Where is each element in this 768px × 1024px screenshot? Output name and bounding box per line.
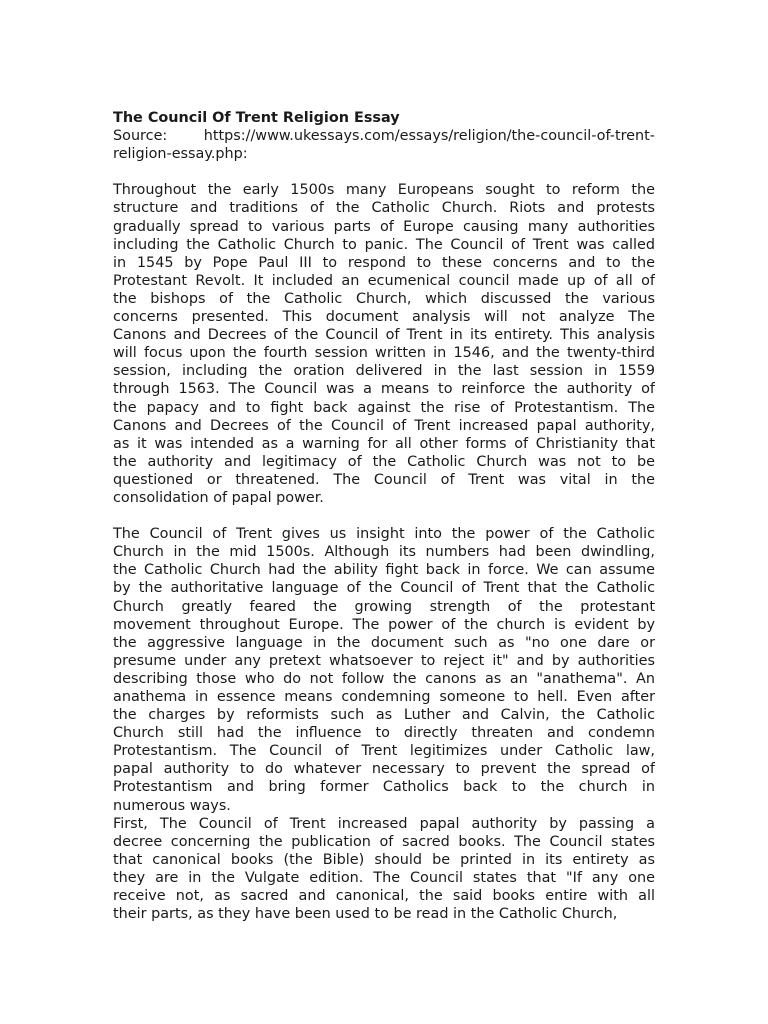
text-line: the authority and legitimacy of the Catholic Church was not to be [113, 453, 655, 470]
text-line: consolidation of papal power. [113, 489, 324, 506]
text-line: they are in the Vulgate edition. The Council states that "If any one [113, 869, 655, 886]
text-line: gradually spread to various parts of Europe causing many authorities [113, 218, 655, 235]
text-line: questioned or threatened. The Council of Trent was vital in the [113, 471, 655, 488]
text-line: describing those who do not follow the canons as an "anathema". An [113, 670, 655, 687]
text-line: Canons and Decrees of the Council of Trent in its entirety. This analysis [113, 327, 655, 344]
text-line: their parts, as they have been used to be read in the Catholic Church, [113, 906, 618, 923]
text-line: The Council of Trent gives us insight into the power of the Catholic [113, 526, 655, 543]
paragraph [113, 525, 655, 815]
text-line: as it was intended as a warning for all other forms of Christianity that [113, 435, 655, 452]
text-line: Protestantism. The Council of Trent legitimizes under Catholic law, [113, 743, 655, 760]
text-line: including the Catholic Church to panic. The Council of Trent was called [113, 236, 655, 253]
text-line: that canonical books (the Bible) should be printed in its entirety as [113, 851, 655, 868]
source-line: religion-essay.php: [113, 146, 248, 163]
text-line: by the authoritative language of the Council of Trent that the Catholic [113, 580, 655, 597]
text-line: presume under any pretext whatsoever to reject it" and by authorities [113, 652, 655, 669]
paragraph [113, 181, 655, 507]
paragraph [113, 815, 655, 924]
text-line: the bishops of the Catholic Church, which discussed the various [113, 290, 655, 307]
text-line: movement throughout Europe. The power of the church is evident by [113, 616, 655, 633]
document-title: The Council Of Trent Religion Essay [113, 110, 400, 126]
text-line: structure and traditions of the Catholic Church. Riots and protests [113, 200, 655, 217]
document-body [113, 181, 655, 923]
text-line: Protestant Revolt. It included an ecumenical council made up of all of [113, 272, 655, 289]
text-line: will focus upon the fourth session written in 1546, and the twenty-third [113, 345, 655, 362]
text-line: the charges by reformists such as Luther and Calvin, the Catholic [113, 707, 655, 724]
text-line: Protestantism and bring former Catholics back to the church in [113, 779, 655, 796]
text-line: concerns presented. This document analysis will not analyze The [113, 309, 655, 326]
text-line: decree concerning the publication of sacred books. The Council states [113, 833, 655, 850]
text-line: session, including the oration delivered in the last session in 1559 [113, 363, 655, 380]
text-line: in 1545 by Pope Paul III to respond to these concerns and to the [113, 254, 655, 271]
text-line: receive not, as sacred and canonical, the said books entire with all [113, 888, 655, 905]
text-line: Church greatly feared the growing strength of the protestant [113, 598, 655, 615]
text-line: numerous ways. [113, 797, 231, 814]
text-line: through 1563. The Council was a means to reinforce the authority of [113, 381, 655, 398]
text-line: Church still had the influence to directly threaten and condemn [113, 725, 655, 742]
text-line: Throughout the early 1500s many Europeans sought to reform the [113, 182, 655, 199]
text-line: the papacy and to fight back against the rise of Protestantism. The [113, 399, 655, 416]
text-line: Canons and Decrees of the Council of Trent increased papal authority, [113, 417, 655, 434]
source-citation [113, 127, 655, 163]
document-page [113, 109, 655, 923]
paragraph-gap [113, 507, 655, 525]
text-line: anathema in essence means condemning someone to hell. Even after [113, 689, 655, 705]
source-line: Source: https://www.ukessays.com/essays/religion/the-council-of-trent- [113, 128, 655, 145]
text-line: the Catholic Church had the ability fight back in force. We can assume [113, 562, 655, 579]
text-line: First, The Council of Trent increased papal authority by passing a [113, 815, 655, 832]
text-line: papal authority to do whatever necessary to prevent the spread of [113, 761, 655, 778]
paragraph-gap [113, 163, 655, 181]
text-line: the aggressive language in the document such as "no one dare or [113, 634, 655, 651]
text-line: Church in the mid 1500s. Although its numbers had been dwindling, [113, 544, 655, 561]
